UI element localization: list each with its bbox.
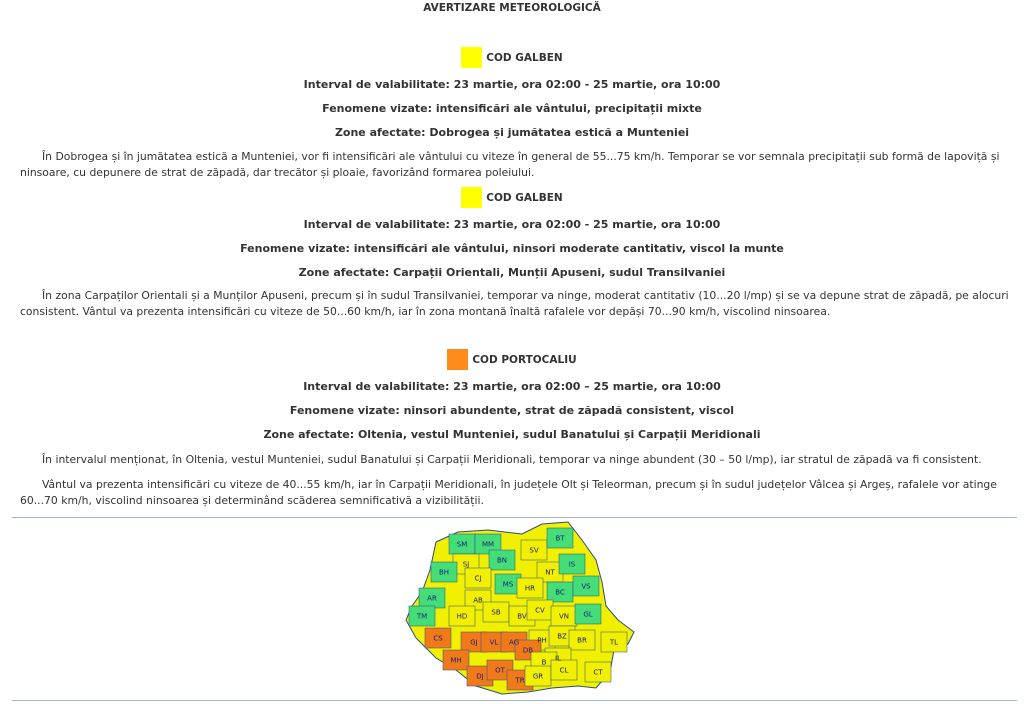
county-label-sm: SM — [456, 540, 468, 549]
county-label-vn: VN — [558, 612, 570, 621]
validity-interval: Interval de valabilitate: 23 martie, ora 02:00 - 25 martie, ora 10:00 — [303, 78, 721, 91]
county-label-hd: HD — [456, 612, 468, 621]
county-label-tl: TL — [609, 638, 619, 647]
validity-interval: Interval de valabilitate: 23 martie, ora 02:00 – 25 martie, ora 10:00 — [303, 380, 721, 393]
warning-code: COD PORTOCALIU — [472, 353, 577, 366]
county-label-mh: MH — [450, 656, 462, 665]
divider — [12, 517, 1017, 518]
county-label-ct: CT — [593, 668, 603, 677]
code-color-swatch — [461, 187, 482, 208]
warning-code-row — [0, 47, 1024, 68]
county-label-ag: AG — [508, 638, 520, 647]
page-title: AVERTIZARE METEOROLOGICĂ — [423, 2, 601, 14]
county-label-db: DB — [522, 646, 534, 655]
warning-description: În intervalul menționat, în Oltenia, vestul Munteniei, sudul Banatului și Carpații Meridionali, temporar va ninge abundent (30 – 50 l/mp), iar stratul de zăpadă va fi consistent. — [42, 453, 982, 466]
county-label-ar: AR — [427, 594, 437, 603]
county-label-tm: TM — [416, 612, 428, 621]
county-label-bn: BN — [496, 556, 508, 565]
county-label-bv: BV — [517, 612, 527, 621]
county-label-b: B — [541, 658, 547, 667]
county-label-cl: CL — [559, 666, 569, 675]
phenomena: Fenomene vizate: intensificări ale vântului, precipitații mixte — [322, 102, 702, 115]
divider — [12, 700, 1017, 701]
phenomena: Fenomene vizate: ninsori abundente, strat de zăpadă consistent, viscol — [289, 404, 735, 417]
code-color-swatch — [461, 47, 482, 68]
county-label-vl: VL — [489, 638, 499, 647]
county-label-hr: HR — [524, 584, 536, 593]
validity-interval: Interval de valabilitate: 23 martie, ora 02:00 - 25 martie, ora 10:00 — [303, 218, 721, 231]
warning-description: În Dobrogea și în jumătatea estică a Munteniei, vor fi intensificări ale vântului cu viteze în general de 55...75 km/h. Temporar se vor semnala precipitații sub formă de lapoviță și ninsoare, cu depunere de strat de zăpadă, dar trecător și ploaie, favorizând formarea poleiului. — [20, 150, 1000, 179]
county-label-ms: MS — [502, 580, 514, 589]
map-svg — [392, 520, 638, 696]
county-label-nt: NT — [545, 568, 555, 577]
romania-warning-map — [392, 520, 638, 696]
warning-orange — [0, 349, 1024, 441]
county-label-ph: PH — [537, 636, 547, 645]
county-label-cj: CJ — [474, 574, 482, 583]
county-label-tr: TR — [515, 676, 525, 685]
warning-code: COD GALBEN — [486, 191, 563, 204]
county-label-br: BR — [577, 636, 587, 645]
warning-code: COD GALBEN — [486, 51, 563, 64]
county-label-bt: BT — [555, 534, 565, 543]
warning-yellow-2 — [0, 187, 1024, 279]
county-label-il: IL — [555, 654, 561, 663]
county-label-gr: GR — [532, 672, 544, 681]
county-label-is: IS — [568, 560, 576, 569]
warning-code-row — [0, 187, 1024, 208]
warning-yellow-1 — [0, 47, 1024, 139]
county-label-bc: BC — [555, 588, 565, 597]
county-label-dj: DJ — [476, 672, 484, 681]
county-label-bz: BZ — [557, 632, 567, 641]
county-label-sv: SV — [529, 546, 539, 555]
county-label-sb: SB — [491, 608, 501, 617]
county-label-ot: OT — [495, 666, 505, 675]
affected-zones: Zone afectate: Carpații Orientali, Munții Apuseni, sudul Transilvaniei — [298, 266, 726, 279]
county-label-ab: AB — [473, 596, 483, 605]
warning-description: Vântul va prezenta intensificări cu viteze de 40...55 km/h, iar în Carpații Meridionali, în județele Olt și Teleorman, precum și în sudul județelor Vâlcea și Argeș, rafalele vor atinge 60...70 km/h, viscolind ninsoarea și determinând scăderea semnificativă a vizibilității. — [20, 478, 997, 507]
county-label-gl: GL — [583, 610, 593, 619]
affected-zones: Zone afectate: Oltenia, vestul Munteniei, sudul Banatului și Carpații Meridionali — [263, 428, 761, 441]
county-label-bh: BH — [438, 568, 450, 577]
code-color-swatch — [447, 349, 468, 370]
county-label-cv: CV — [535, 606, 545, 615]
county-label-sj: SJ — [462, 560, 470, 569]
affected-zones: Zone afectate: Dobrogea și jumătatea estică a Munteniei — [334, 126, 690, 139]
warning-description: În zona Carpaților Orientali și a Munților Apuseni, precum și în sudul Transilvaniei, temporar va ninge, moderat cantitativ (10...20 l/mp) și se va depune strat de zăpadă, pe alocuri consistent. Vântul va prezenta intensificări cu viteze de 50...60 km/h, iar în zona montană înaltă rafalele vor depăși 70...90 km/h, viscolind ninsoarea. — [20, 289, 1009, 318]
county-label-mm: MM — [481, 540, 495, 549]
warning-code-row — [0, 349, 1024, 370]
county-label-gj: GJ — [470, 638, 478, 647]
county-label-vs: VS — [581, 582, 591, 591]
phenomena: Fenomene vizate: intensificări ale vântului, ninsori moderate cantitativ, viscol la munte — [240, 242, 784, 255]
county-label-cs: CS — [433, 634, 443, 643]
